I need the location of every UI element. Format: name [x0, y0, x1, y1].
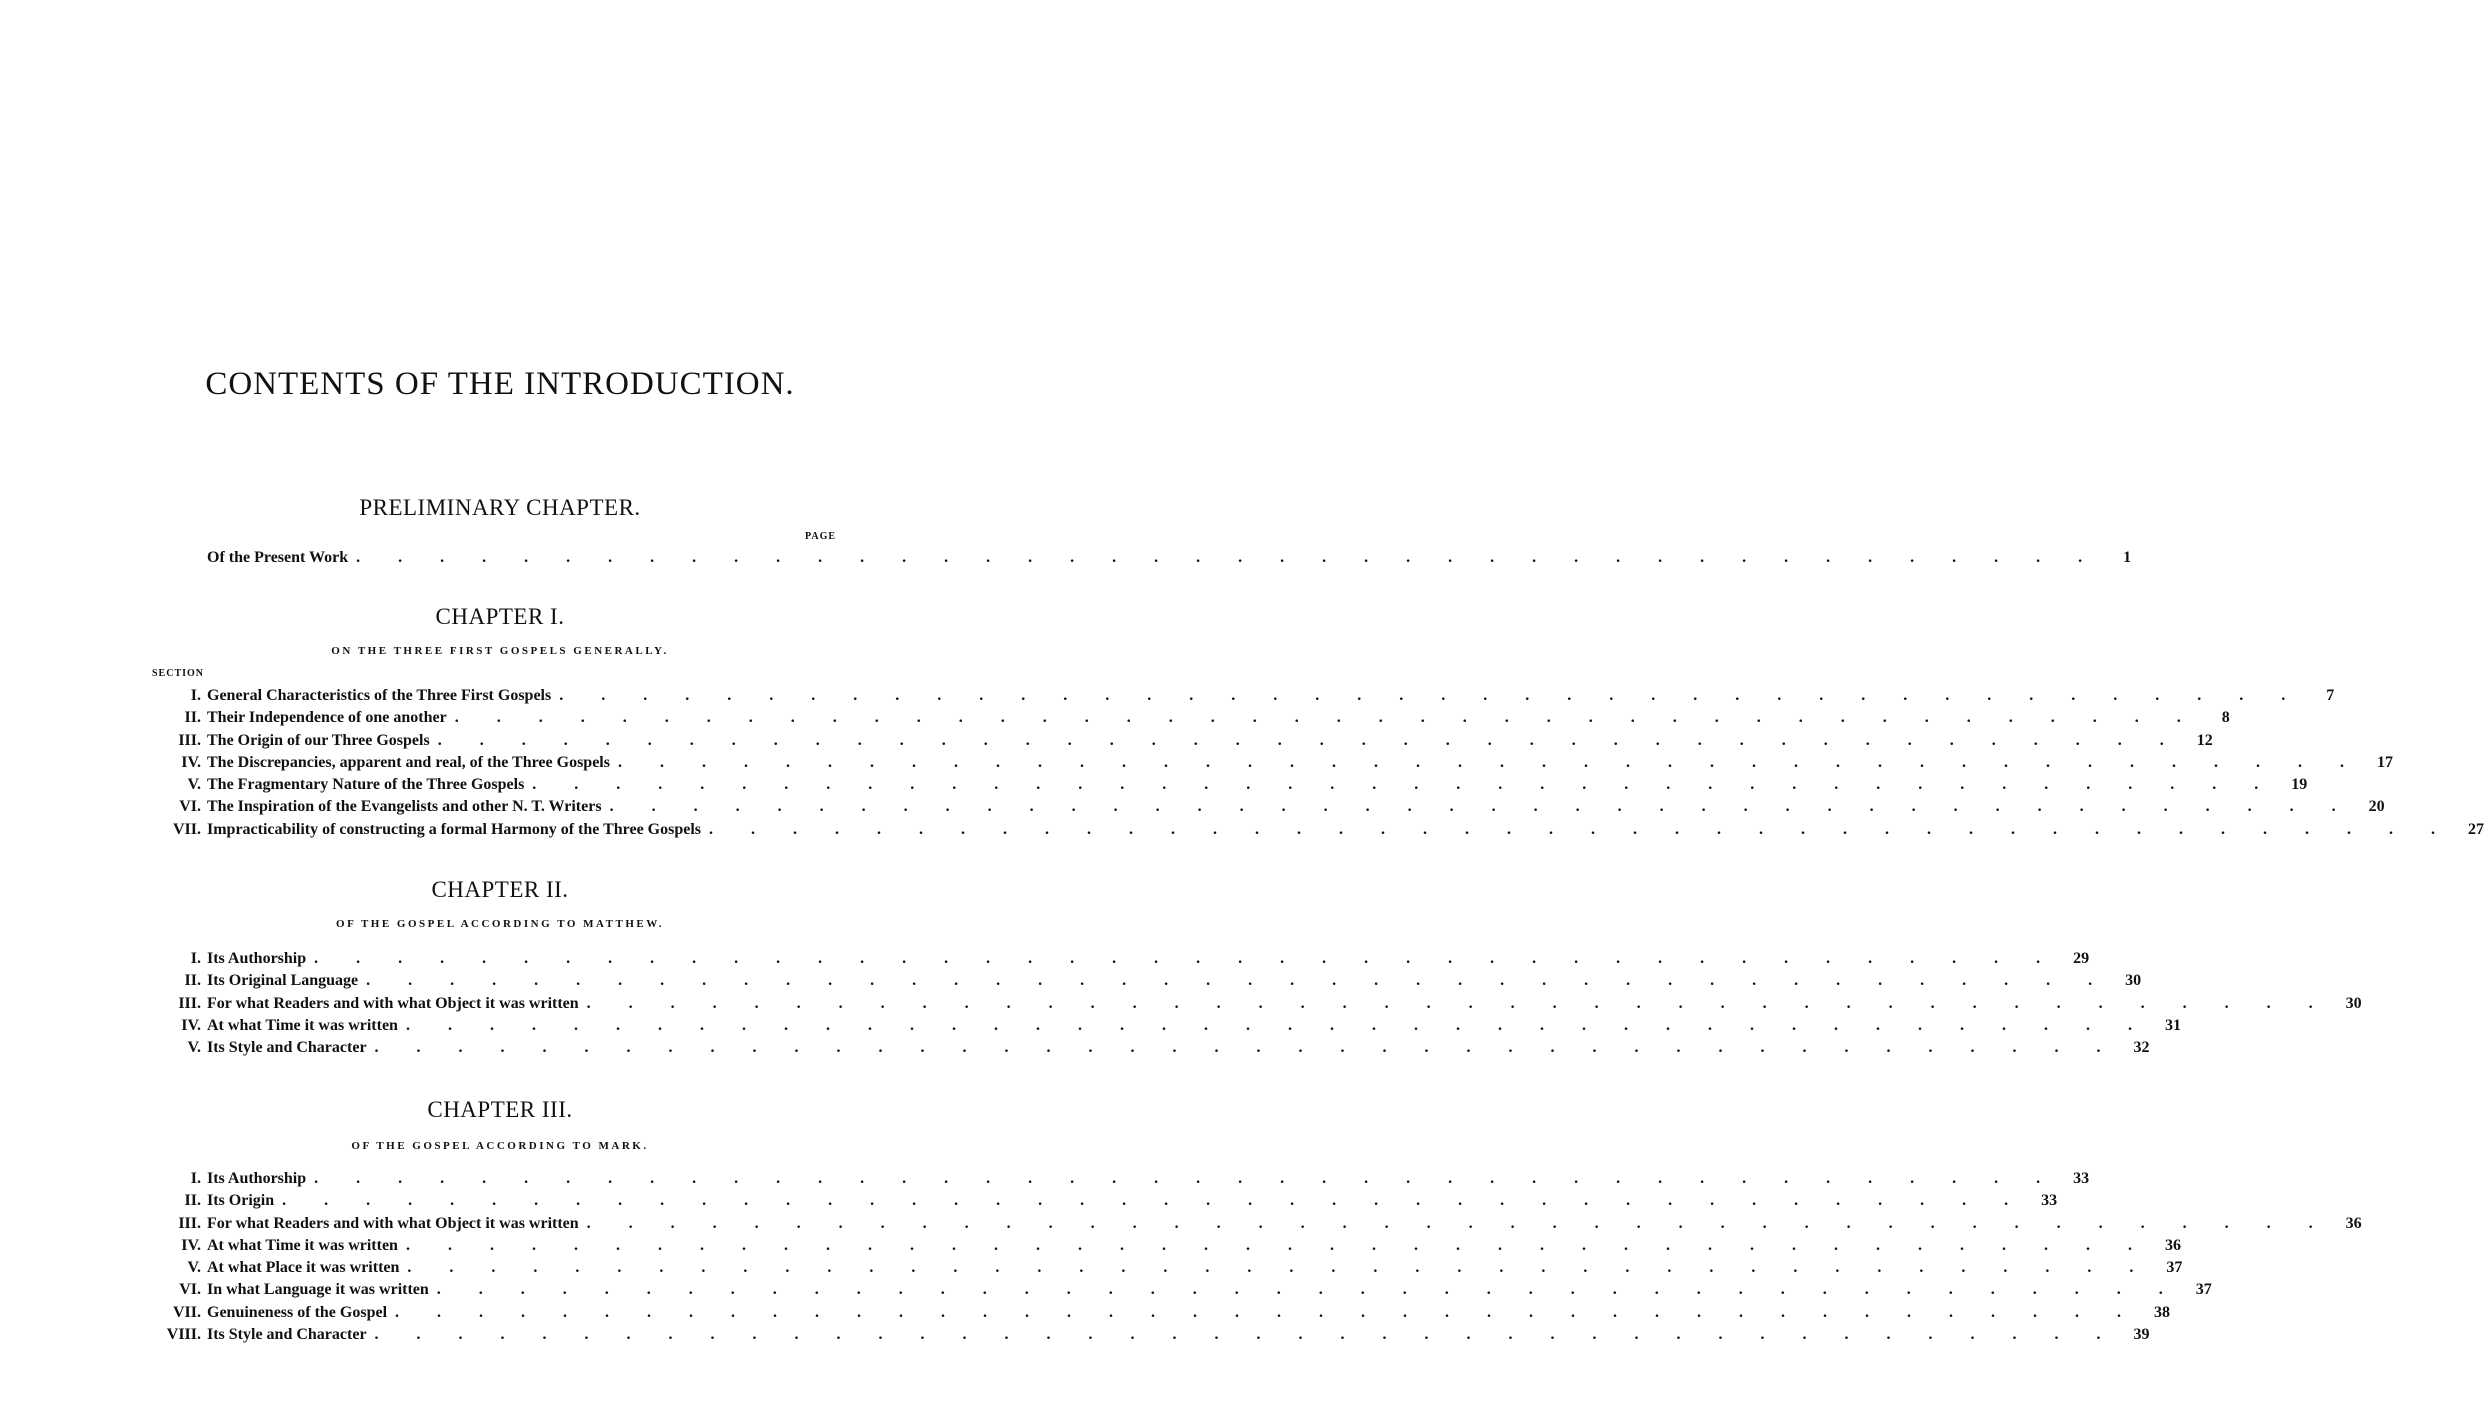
toc-entry[interactable]: [155, 1213, 2362, 1235]
entry-title: Its Origin: [207, 1192, 275, 1210]
entry-page: 29: [2073, 950, 2090, 967]
dot-leader: . . . . . . . . . . . . . . . . . . . . . . . . . . . . . . . . . . . . . . . . . .: [436, 1281, 2180, 1299]
dot-leader: . . . . . . . . . . . . . . . . . . . . . . . . . . . . . . . . . . . . . . . . . .: [586, 1214, 2330, 1232]
toc-entry[interactable]: [155, 707, 2230, 729]
entry-title: At what Time it was written: [207, 1016, 398, 1034]
entry-title: Their Independence of one another: [207, 709, 447, 727]
entry-number: I.: [190, 687, 201, 704]
entry-title: For what Readers and with what Object it was written: [207, 1214, 579, 1232]
entry-title: The Discrepancies, apparent and real, of the Three Gospels: [207, 753, 610, 771]
chapter-subtitle: ON THE THREE FIRST GOSPELS GENERALLY.: [331, 645, 669, 657]
toc-entry[interactable]: [155, 970, 2142, 992]
entry-page: 33: [2073, 1170, 2090, 1187]
entry-page: 17: [2376, 753, 2393, 771]
toc-entry[interactable]: [155, 1302, 2171, 1324]
chapter-heading: CHAPTER III.: [427, 1097, 573, 1122]
entry-number: III.: [178, 994, 201, 1012]
entry-page: 33: [2041, 1192, 2058, 1210]
chapter-subtitle: OF THE GOSPEL ACCORDING TO MARK.: [351, 1140, 649, 1152]
entry-title: Genuineness of the Gospel: [207, 1303, 388, 1321]
entry-number: I.: [190, 1170, 201, 1187]
entry-number: VI.: [179, 1281, 201, 1299]
entry-page: 27: [2468, 820, 2484, 838]
dot-leader: . . . . . . . . . . . . . . . . . . . . . . . . . . . . . . . . . . . . . . . . . .: [314, 1170, 2058, 1187]
toc-entry[interactable]: [155, 1190, 2058, 1212]
dot-leader: . . . . . . . . . . . . . . . . . . . . . . . . . . . . . . . . . . . . . . . . . .: [395, 1303, 2139, 1321]
entry-page: 37: [2195, 1281, 2212, 1299]
toc-entry[interactable]: [155, 1279, 2212, 1301]
entry-title: Its Style and Character: [207, 1326, 367, 1344]
chapter-subtitle: OF THE GOSPEL ACCORDING TO MATTHEW.: [336, 918, 664, 930]
toc-entry[interactable]: [155, 1015, 2181, 1037]
entry-number: II.: [184, 1192, 201, 1210]
dot-leader: . . . . . . . . . . . . . . . . . . . . . . . . . . . . . . . . . . . . . . . . . .: [282, 1192, 2026, 1210]
toc-entry[interactable]: [155, 752, 2393, 774]
entry-page: 39: [2133, 1326, 2150, 1344]
dot-leader: . . . . . . . . . . . . . . . . . . . . . . . . . . . . . . . . . . . . . . . . . .: [405, 1236, 2149, 1254]
entry-title: Its Authorship: [207, 1170, 307, 1187]
entry-title: General Characteristics of the Three First Gospels: [207, 687, 552, 704]
entry-title: At what Time it was written: [207, 1236, 398, 1254]
entry-page: 32: [2133, 1039, 2150, 1057]
entry-page: 7: [2326, 687, 2335, 704]
section-label: SECTION: [152, 668, 205, 679]
dot-leader: . . . . . . . . . . . . . . . . . . . . . . . . . . . . . . . . . . . . . . . . . .: [374, 1326, 2118, 1344]
entry-page: 31: [2164, 1016, 2181, 1034]
dot-leader: . . . . . . . . . . . . . . . . . . . . . . . . . . . . . . . . . . . . . . . . . .: [559, 687, 2303, 704]
dot-leader: . . . . . . . . . . . . . . . . . . . . . . . . . . . . . . . . . . . . . . . . . .: [586, 994, 2330, 1012]
entry-number: I.: [190, 950, 201, 967]
entry-page: 30: [2125, 972, 2142, 990]
dot-leader: . . . . . . . . . . . . . . . . . . . . . . . . . . . . . . . . . . . . . . . . . .: [366, 972, 2110, 990]
dot-leader: . . . . . . . . . . . . . . . . . . . . . . . . . . . . . . . . . . . . . . . . . .: [437, 731, 2181, 749]
toc-entry[interactable]: [155, 819, 2484, 841]
dot-leader: . . . . . . . . . . . . . . . . . . . . . . . . . . . . . . . . . . . . . . . . . .: [617, 753, 2361, 771]
chapter-heading: CHAPTER II.: [431, 877, 569, 902]
toc-entry[interactable]: [155, 1324, 2150, 1346]
dot-leader: . . . . . . . . . . . . . . . . . . . . . . . . . . . . . . . . . . . . . . . . . .: [405, 1016, 2149, 1034]
entry-number: VII.: [172, 820, 201, 838]
entry-title: For what Readers and with what Object it was written: [207, 994, 579, 1012]
entry-number: VII.: [172, 1303, 201, 1321]
entry-page: 1: [2123, 549, 2132, 566]
toc-entry[interactable]: [155, 1257, 2183, 1279]
entry-title: Its Original Language: [207, 972, 359, 990]
toc-entry[interactable]: [155, 1168, 2090, 1190]
preliminary-entries: [155, 547, 2132, 569]
entry-number: IV.: [181, 1236, 201, 1254]
entry-title: The Fragmentary Nature of the Three Gospels: [207, 776, 525, 794]
dot-leader: . . . . . . . . . . . . . . . . . . . . . . . . . . . . . . . . . . . . . . . . . .: [609, 798, 2353, 816]
dot-leader: . . . . . . . . . . . . . . . . . . . . . . . . . . . . . . . . . . . . . . . . . .: [709, 820, 2453, 838]
entry-title: At what Place it was written: [207, 1259, 400, 1277]
toc-entry[interactable]: [155, 993, 2362, 1015]
dot-leader: . . . . . . . . . . . . . . . . . . . . . . . . . . . . . . . . . . . . . . . . . .: [374, 1039, 2118, 1057]
entry-page: 30: [2345, 994, 2362, 1012]
dot-leader: . . . . . . . . . . . . . . . . . . . . . . . . . . . . . . . . . . . . . . . . . .: [532, 776, 2276, 794]
chapter-entries: [155, 1168, 2362, 1346]
page-title: CONTENTS OF THE INTRODUCTION.: [205, 366, 795, 402]
entry-page: 12: [2196, 731, 2213, 749]
dot-leader: . . . . . . . . . . . . . . . . . . . . . . . . . . . . . . . . . . . . . . . . . .: [314, 950, 2058, 967]
entry-number: V.: [187, 1039, 201, 1057]
dot-leader: . . . . . . . . . . . . . . . . . . . . . . . . . . . . . . . . . . . . . . . . . .: [454, 709, 2198, 727]
dot-leader: . . . . . . . . . . . . . . . . . . . . . . . . . . . . . . . . . . . . . . . . . .: [356, 549, 2100, 566]
entry-title: Of the Present Work: [207, 549, 349, 566]
entry-number: VI.: [179, 798, 201, 816]
entry-title: The Inspiration of the Evangelists and other N. T. Writers: [207, 798, 602, 816]
entry-number: III.: [178, 731, 201, 749]
toc-entry[interactable]: [155, 685, 2335, 707]
toc-entry[interactable]: [155, 1235, 2181, 1257]
chapter-entries: [155, 948, 2362, 1059]
entry-number: II.: [184, 709, 201, 727]
entry-page: 38: [2154, 1303, 2171, 1321]
entry-title: The Origin of our Three Gospels: [207, 731, 430, 749]
entry-page: 36: [2164, 1236, 2181, 1254]
preliminary-heading: PRELIMINARY CHAPTER.: [359, 495, 641, 520]
entry-number: VIII.: [166, 1326, 201, 1344]
toc-entry[interactable]: [155, 948, 2090, 970]
preliminary-entry[interactable]: [155, 547, 2132, 569]
entry-number: IV.: [181, 753, 201, 771]
entry-title: Its Authorship: [207, 950, 307, 967]
page-column-label: PAGE: [805, 531, 837, 542]
chapter-heading: CHAPTER I.: [435, 604, 565, 629]
entry-page: 19: [2291, 776, 2308, 794]
entry-page: 8: [2221, 709, 2230, 727]
entry-number: IV.: [181, 1016, 201, 1034]
entry-number: V.: [187, 1259, 201, 1277]
dot-leader: . . . . . . . . . . . . . . . . . . . . . . . . . . . . . . . . . . . . . . . . . .: [407, 1259, 2151, 1277]
entry-number: III.: [178, 1214, 201, 1232]
entry-title: Its Style and Character: [207, 1039, 367, 1057]
toc-entry[interactable]: [155, 730, 2213, 752]
entry-page: 20: [2368, 798, 2385, 816]
entry-number: V.: [187, 776, 201, 794]
chapter-entries: [155, 685, 2484, 841]
toc-entry[interactable]: [155, 1037, 2150, 1059]
entry-page: 36: [2345, 1214, 2362, 1232]
entry-title: In what Language it was written: [207, 1281, 429, 1299]
toc-entry[interactable]: [155, 796, 2385, 818]
entry-number: II.: [184, 972, 201, 990]
entry-title: Impracticability of constructing a formal Harmony of the Three Gospels: [207, 820, 702, 838]
toc-entry[interactable]: [155, 774, 2308, 796]
entry-page: 37: [2166, 1259, 2183, 1277]
